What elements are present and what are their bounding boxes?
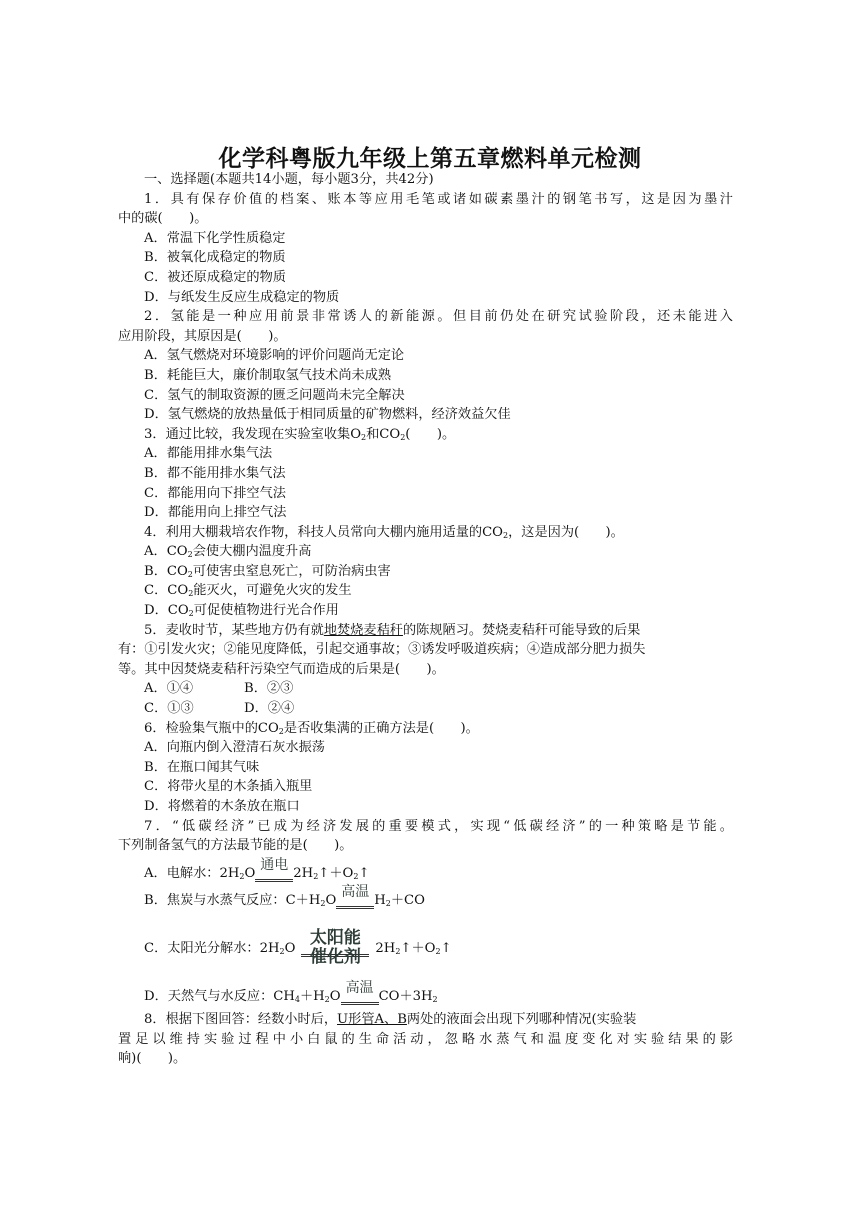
q4-stem: 4．利用大棚栽培农作物，科技人员常向大棚内施用适量的$CO_2$，这是因为( )。 — [144, 524, 624, 540]
q7-option-d: D．天然气与水反应：$CH_4+H_2O$ 高温 $CO+3H_2$ — [144, 979, 438, 1004]
q5-option-d: D．②④ — [244, 701, 295, 717]
q4-option-a: A．$CO_2$会使大棚内温度升高 — [144, 544, 312, 560]
q3-option-c: C．都能用向下排空气法 — [144, 485, 286, 501]
q6-option-a: A．向瓶内倒入澄清石灰水振荡 — [144, 740, 325, 756]
q6-option-c: C．将带火星的木条插入瓶里 — [144, 779, 313, 795]
q4-option-c: C．$CO_2$能灭火，可避免火灾的发生 — [144, 583, 352, 599]
q6-option-b: B．在瓶口闻其气味 — [144, 759, 260, 775]
q5-stem-line3: 等。其中因焚烧麦秸秆污染空气而造成的后果是( )。 — [118, 661, 445, 677]
q6-option-d: D．将燃着的木条放在瓶口 — [144, 799, 300, 814]
page-title: 化学科粤版九年级上第五章燃料单元检测 — [218, 146, 642, 172]
q2-option-d: D．氢气燃烧的放热量低于相同质量的矿物燃料，经济效益欠佳 — [144, 407, 511, 423]
reaction-condition: 高温 — [341, 991, 379, 1005]
q3-option-d: D．都能用向上排空气法 — [144, 505, 287, 521]
q3-stem: 3．通过比较，我发现在实验室收集$O_2$和$CO_2$( )。 — [144, 426, 456, 442]
reaction-condition: 太阳能 催化剂 — [301, 943, 369, 957]
q5-option-c: C．①③ — [144, 701, 194, 717]
q5-stem-line2: 有：①引发火灾；②能见度降低，引起交通事故；③诱发呼吸道疾病；④造成部分肥力损失 — [118, 642, 646, 658]
q8-stem-line3: 响)( )。 — [118, 1051, 187, 1067]
q5-stem-line1: 5．麦收时节，某些地方仍有就地焚烧麦秸秆的陈规陋习。焚烧麦秸秆可能导致的后果 — [144, 622, 641, 638]
q3-option-b: B．都不能用排水集气法 — [144, 465, 286, 481]
q7-stem-line1: 7．“低碳经济”已成为经济发展的重要模式，实现“低碳经济”的一种策略是节能。 — [144, 818, 733, 834]
q5-options-cd — [118, 699, 733, 719]
reaction-condition: 通电 — [255, 868, 293, 882]
q2-stem-line1: 2．氢能是一种应用前景非常诱人的新能源。但目前仍处在研究试验阶段，还未能进入 — [144, 309, 733, 325]
q5-option-b: B．②③ — [244, 681, 294, 697]
q2-stem-line2: 应用阶段，其原因是( )。 — [118, 328, 287, 344]
q1-option-b: B．被氧化成稳定的物质 — [144, 250, 286, 266]
reaction-condition: 高温 — [336, 895, 374, 909]
q8-stem-line1: 8．根据下图回答：经数小时后，U形管A、B两处的液面会出现下列哪种情况(实验装 — [144, 1012, 637, 1028]
q1-option-c: C．被还原成稳定的物质 — [144, 269, 286, 285]
q7-option-c: C．太阳光分解水：$2H_2O$ 太阳能 催化剂 $2H_2↑+O_2↑$ — [144, 927, 452, 967]
q2-option-a: A．氢气燃烧对环境影响的评价问题尚无定论 — [144, 348, 405, 364]
q4-option-b: B．$CO_2$可使害虫窒息死亡，可防治病虫害 — [144, 563, 391, 579]
q1-option-d: D．与纸发生反应生成稳定的物质 — [144, 289, 340, 305]
q1-stem-line1: 1．具有保存价值的档案、账本等应用毛笔或诸如碳素墨汁的钢笔书写，这是因为墨汁 — [144, 191, 733, 207]
q5-option-a: A．①④ — [144, 681, 194, 697]
q4-option-d: D．$CO_2$可促使植物进行光合作用 — [144, 603, 339, 619]
q7-option-b: B．焦炭与水蒸气反应：$C+H_2O$ 高温 $H_2+CO$ — [144, 884, 425, 909]
q3-option-a: A．都能用排水集气法 — [144, 446, 273, 462]
q2-option-c: C．氢气的制取资源的匮乏问题尚未完全解决 — [144, 387, 405, 403]
q8-stem-line2: 置足以维持实验过程中小白鼠的生命活动，忽略水蒸气和温度变化对实验结果的影 — [118, 1031, 733, 1047]
q7-option-a: A．电解水：$2H_2O$ 通电 $2H_2↑+O_2↑$ — [144, 856, 370, 881]
q2-option-b: B．耗能巨大，廉价制取氢气技术尚未成熟 — [144, 367, 392, 383]
q6-stem: 6．检验集气瓶中的$CO_2$是否收集满的正确方法是( )。 — [144, 720, 479, 736]
q1-stem-line2: 中的碳( )。 — [118, 211, 208, 227]
q5-options-ab — [118, 679, 733, 699]
q1-option-a: A．常温下化学性质稳定 — [144, 230, 286, 246]
q7-stem-line2: 下列制备氢气的方法最节能的是( )。 — [118, 838, 353, 854]
section-heading: 一、选择题(本题共14小题，每小题3分，共42分) — [144, 172, 434, 187]
question-list — [118, 170, 733, 1069]
